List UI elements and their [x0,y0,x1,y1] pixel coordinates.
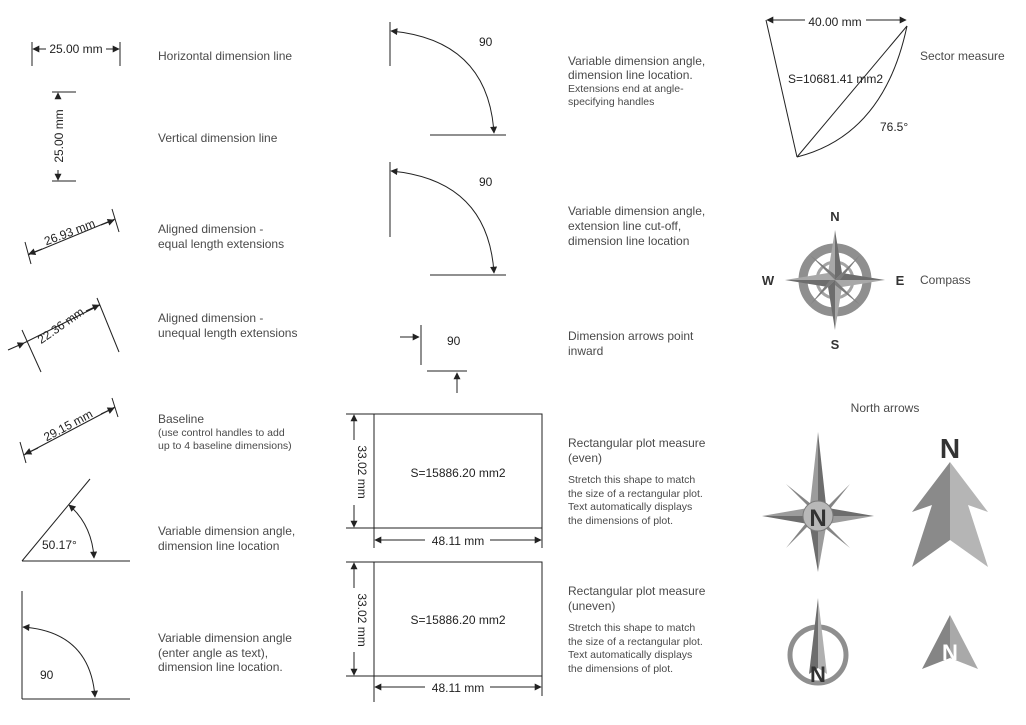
north-arrow-triangle-shape[interactable] [922,615,978,669]
rect-uneven-note-4: the dimensions of plot. [568,663,674,675]
baseline-dimension-shape[interactable] [20,398,118,463]
angle-location-label-2: dimension line location [158,539,280,553]
vertical-dimension-label: Vertical dimension line [158,131,278,145]
angle-cutoff-label-2: extension line cut-off, [568,219,682,233]
rect-even-note-2: the size of a rectangular plot. [568,488,703,500]
baseline-label-1: Baseline [158,412,205,426]
angle-text-label-3: dimension line location. [158,660,283,674]
aligned-equal-label-1: Aligned dimension - [158,222,264,236]
horizontal-dimension-shape[interactable] [32,42,120,66]
rect-even-label-2: (even) [568,451,603,465]
north-circle-letter: N [810,662,826,687]
rect-uneven-label-1: Rectangular plot measure [568,584,706,598]
angle-text-value: 90 [40,668,54,682]
rect-uneven-note-1: Stretch this shape to match [568,622,696,634]
rect-plot-uneven-shape[interactable] [346,562,542,702]
rect-even-label-1: Rectangular plot measure [568,436,706,450]
compass-shape[interactable] [762,209,905,352]
angle-handles-note-2: specifying handles [568,96,655,108]
angle-text-label-1: Variable dimension angle [158,631,292,645]
sector-measure-shape[interactable] [766,15,908,157]
sector-angle: 76.5° [880,120,909,134]
rect-uneven-label-2: (uneven) [568,599,616,613]
angle-location-shape[interactable] [22,479,130,561]
aligned-dimension-unequal-shape[interactable] [8,298,119,372]
compass-e: E [895,273,905,288]
angle-handles-label-1: Variable dimension angle, [568,54,706,68]
compass-s: S [830,337,840,352]
angle-handles-label-2: dimension line location. [568,68,693,82]
north-star-letter: N [809,505,827,532]
angle-handles-note-1: Extensions end at angle- [568,83,684,95]
sector-area: S=10681.41 mm2 [788,72,884,86]
sector-label: Sector measure [920,49,1005,63]
vertical-dimension-shape[interactable] [52,92,76,181]
compass-label: Compass [920,273,971,287]
north-triangle-letter: N [942,640,958,665]
angle-location-label-1: Variable dimension angle, [158,524,296,538]
north-arrow-star-shape[interactable] [762,432,874,572]
horizontal-dimension-value: 25.00 mm [49,42,103,56]
aligned-unequal-label-2: unequal length extensions [158,326,298,340]
compass-star [785,230,885,330]
rect-even-height: 33.02 mm [355,445,369,499]
rect-even-note-3: Text automatically displays [568,501,693,513]
angle-location-value: 50.17° [42,538,77,552]
rect-even-note-4: the dimensions of plot. [568,515,674,527]
aligned-dimension-equal-shape[interactable] [25,209,119,264]
north-arrows-label: North arrows [850,401,920,415]
aligned-equal-value: 26.93 mm [42,216,97,249]
angle-text-label-2: (enter angle as text), [158,646,269,660]
rect-uneven-height: 33.02 mm [355,593,369,647]
north-big-letter: N [939,433,961,464]
rect-even-width: 48.11 mm [431,534,485,548]
rect-plot-even-shape[interactable] [346,414,542,548]
aligned-unequal-value: 22.36 mm [34,304,87,347]
rect-even-area: S=15886.20 mm2 [410,466,506,480]
arrows-inward-label-1: Dimension arrows point [568,329,694,343]
north-arrow-circle-shape[interactable] [790,598,846,687]
angle-handles-shape[interactable] [390,22,506,135]
arrows-inward-label-2: inward [568,344,604,358]
rect-uneven-area: S=15886.20 mm2 [410,613,506,627]
arrows-inward-shape[interactable] [400,325,467,393]
aligned-unequal-label-1: Aligned dimension - [158,311,264,325]
angle-cutoff-label-1: Variable dimension angle, [568,204,706,218]
angle-handles-value: 90 [479,35,493,49]
rect-even-note-1: Stretch this shape to match [568,474,696,486]
aligned-equal-label-2: equal length extensions [158,237,285,251]
baseline-value: 29.15 mm [41,406,95,445]
baseline-label-3: up to 4 baseline dimensions) [158,440,292,452]
compass-n: N [830,209,840,224]
north-arrow-big-shape[interactable] [912,433,988,567]
angle-cutoff-label-3: dimension line location [568,234,690,248]
rect-uneven-note-3: Text automatically displays [568,649,693,661]
vertical-dimension-value: 25.00 mm [52,109,66,163]
angle-cutoff-value: 90 [479,175,493,189]
horizontal-dimension-label: Horizontal dimension line [158,49,293,63]
angle-text-shape[interactable] [22,591,130,699]
rect-uneven-width: 48.11 mm [431,681,485,695]
baseline-label-2: (use control handles to add [158,427,285,439]
compass-w: W [761,273,775,288]
rect-uneven-note-2: the size of a rectangular plot. [568,636,703,648]
arrows-inward-value: 90 [447,334,461,348]
sector-width: 40.00 mm [808,15,862,29]
angle-cutoff-shape[interactable] [390,162,506,275]
